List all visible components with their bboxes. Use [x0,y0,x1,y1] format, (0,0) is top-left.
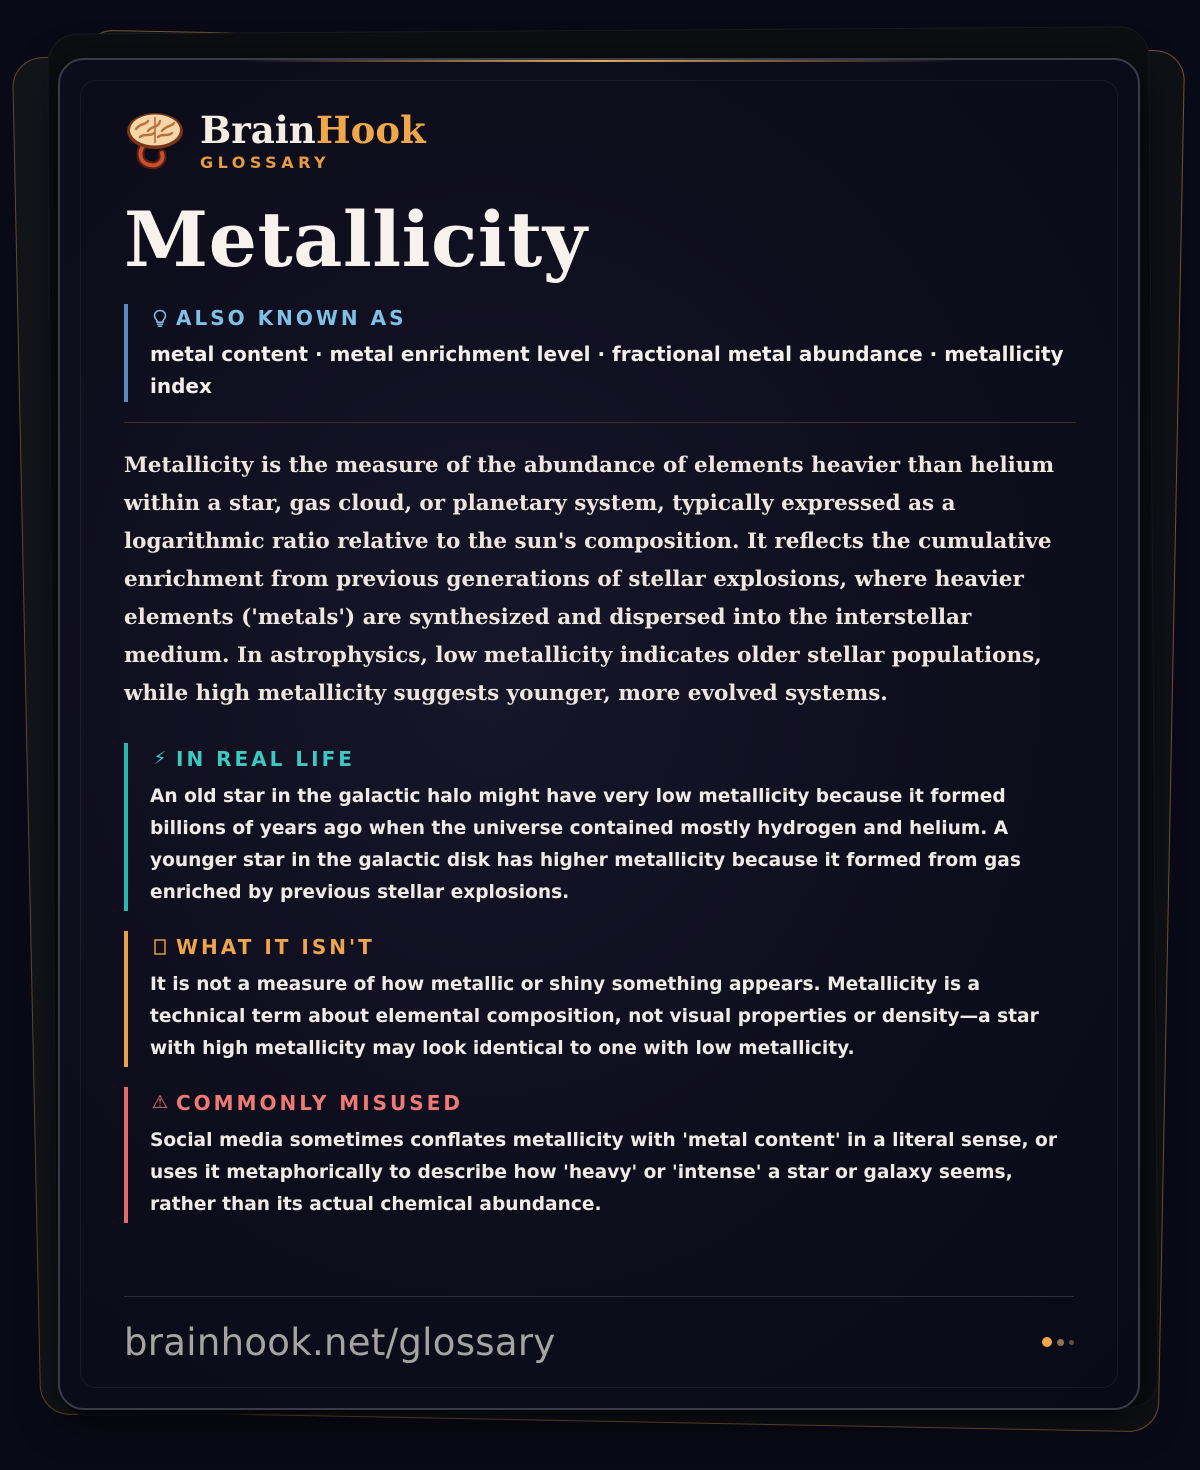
commonly-misused-label: COMMONLY MISUSED [176,1091,463,1115]
pagination-dots [1042,1337,1074,1347]
section-divider [124,422,1076,423]
footer-url[interactable]: brainhook.net/glossary [124,1320,556,1364]
what-it-isnt-heading [150,933,1076,961]
also-known-as-section [124,304,1076,402]
what-it-isnt-section [124,931,1076,1067]
glossary-card [58,58,1140,1410]
also-known-as-heading [150,304,1076,332]
brand-name-accent: Hook [315,107,426,152]
in-real-life-section [124,743,1076,911]
lightbulb-icon [150,308,170,328]
missing-glyph-icon [150,937,170,957]
brand-subtitle: GLOSSARY [200,152,331,172]
card-top-glow [240,60,958,62]
what-it-isnt-label: WHAT IT ISN'T [176,935,375,959]
commonly-misused-section [124,1087,1076,1223]
brand-name [200,109,426,151]
brand-text [200,109,426,172]
brand-name-primary: Brain [200,107,316,152]
brand-header [124,100,1076,180]
also-known-as-list: metal content · metal enrichment level · fractional metal abundance · metallicity index [150,342,1064,398]
card-footer [124,1296,1074,1387]
also-known-as-label: ALSO KNOWN AS [176,306,407,330]
lightning-icon: ⚡ [153,748,167,769]
in-real-life-heading [150,745,1076,773]
what-it-isnt-text: It is not a measure of how metallic or shiny something appears. Metallicity is a technical term about elemental composition, not visual properties or density—a star with high metallicity may look identical to one with low metallicity. [150,974,1039,1059]
brain-hook-icon [124,109,186,171]
commonly-misused-text: Social media sometimes conflates metallicity with 'metal content' in a literal sense, or uses it metaphorically to describe how 'heavy' or 'intense' a star or galaxy seems, rather than its actual chemical abundance. [150,1130,1057,1215]
in-real-life-label: IN REAL LIFE [176,747,355,771]
pagination-dot [1069,1340,1074,1345]
pagination-dot [1057,1339,1064,1346]
warning-icon: ⚠ [151,1092,169,1113]
card-content [124,100,1076,1223]
commonly-misused-heading [150,1089,1076,1117]
definition-text: Metallicity is the measure of the abundance of elements heavier than helium within a star, gas cloud, or planetary system, typically expressed as a logarithmic ratio relative to the sun's composition. It reflects the cumulative enrichment from previous generations of stellar explosions, where heavier elements ('metals') are synthesized and dispersed into the interstellar medium. In astrophysics, low metallicity indicates older stellar populations, while high metallicity suggests younger, more evolved systems. [124,453,1055,706]
pagination-dot-active [1042,1337,1052,1347]
term-title: Metallicity [124,195,588,284]
in-real-life-text: An old star in the galactic halo might have very low metallicity because it formed billions of years ago when the universe contained mostly hydrogen and helium. A younger star in the galactic disk has higher metallicity because it formed from gas enriched by previous stellar explosions. [150,786,1021,903]
